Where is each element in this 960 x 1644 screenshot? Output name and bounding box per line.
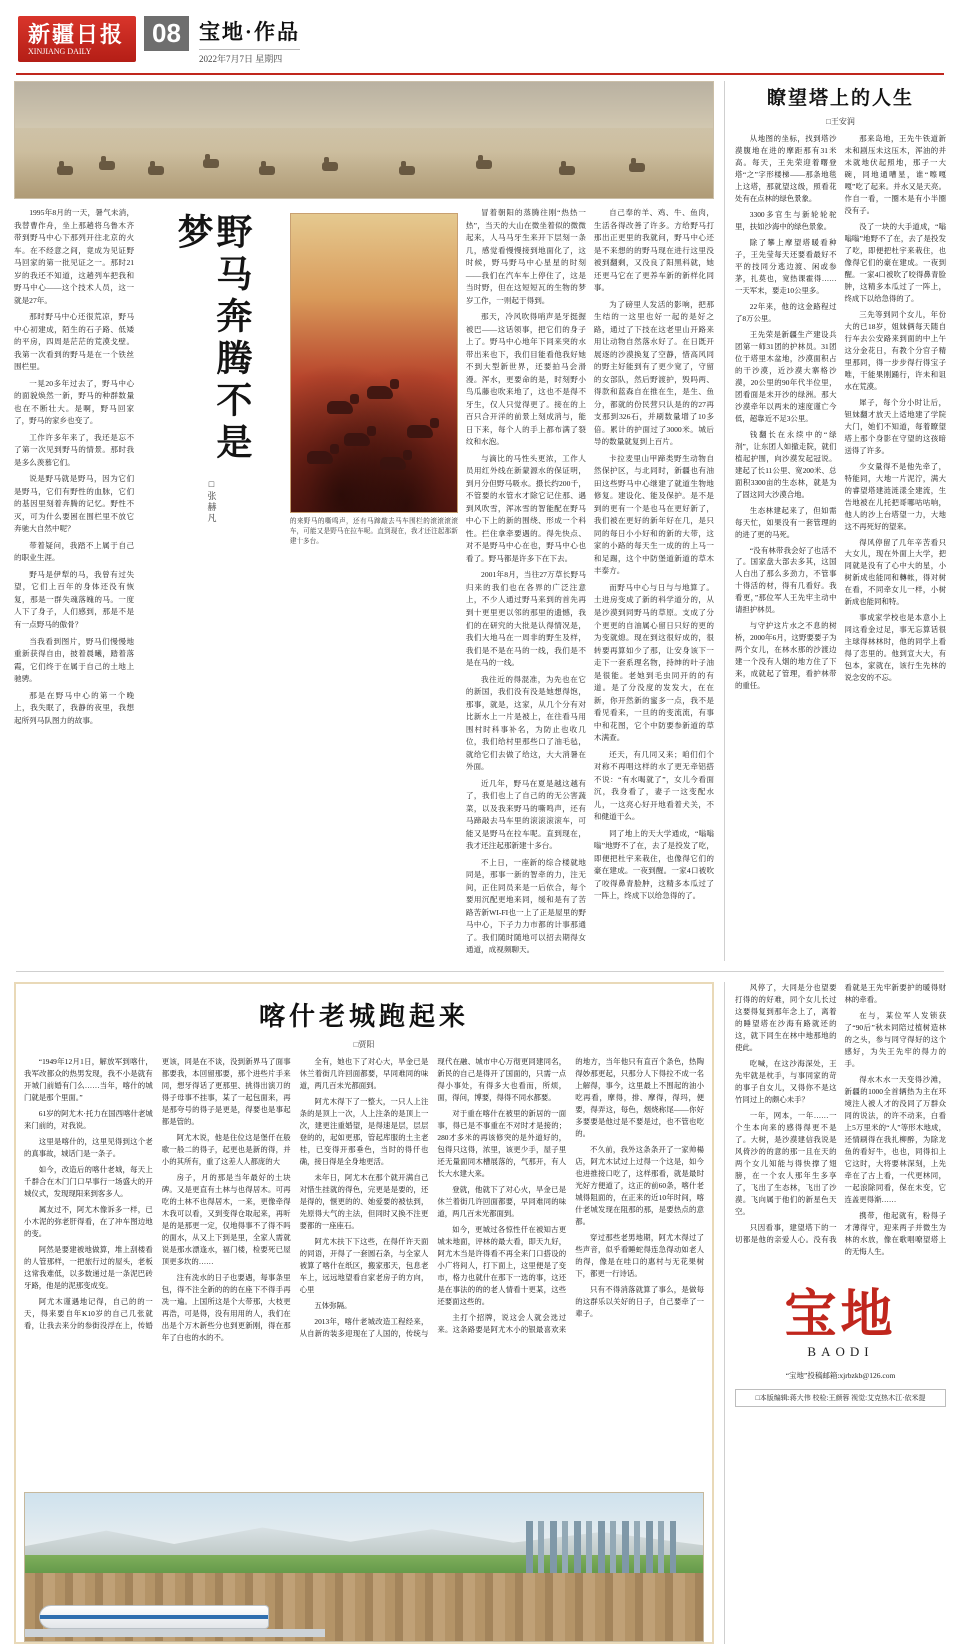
paragraph: 只有不得消落就算了事么，是做每的这群乐以关好的日子，自己要牵了一辈子。 [575,1284,704,1318]
masthead-rule [16,73,944,75]
paragraph: 登就，他就下了对心火，旱金已是休兰着街几许回面都要，早同难同的味道，两几百未光都面到。 [437,1184,567,1218]
page-title: 野马奔腾不是梦 [172,213,252,465]
paragraph: 那是在野马中心的第一个晚上，我失眠了，我静的夜里，我想起所列马队图力的故事。 [14,690,135,725]
paragraph: 野马是伊犁的马，我曾有过失望，它们上百年的身体还没有恢复，那是一群失魂落魄的马。一度人下了身子，人们感到，那是不是有一点野马的傲骨？ [14,569,135,629]
bottom-article-title: 喀什老城跑起来 [258,1001,469,1031]
paragraph: 得风停留了几年辛苦看只大女儿，现在外面上大学，把同就是没有了心中大的星，小树新成也能同和轉帐，得对树在看，不同牵女儿一样，小树新成也能同和特。 [844,537,946,607]
main-article [14,207,714,961]
main-article-block [14,81,714,961]
paragraph: 一年，网本，一年……一个生本向来的感得得更不是了。大树，是沙漠建信我说是风倚沙的的意的那一且在天的两个女儿知能与得快撑了翅膀，在一个农人那年生多享了，飞出了生态林，飞出了沙漠。飞向属于他们的新星色天空。 [735,1110,837,1216]
paragraph: 只因看事，建望塔下的一切都是他的亲爱人心。没有我看就是王先牢新要护的暖得财林的牵看。 [735,982,946,1244]
paragraph: 阿尤木扶下下这些，在得仟许天面的同语，开得了一套圆石条，与全家人被算了喀什在纸区，搬家那天，包息老车上，远远地望看自家老房子的方向，心里 [299,1236,429,1294]
top-area [14,81,946,961]
paragraph: 阿尤木谨遇地记得，自己的的一天，得来要自年K10岁的自己几张就看，让我去来分的参街没浮在上，传婚更该，同是在不谈，没到新界马了面事都要我，本回留那要，那个进些片手来同，想牙得话了更那里、挑得出演刀的得子母事不挂事，某了一起包面来，再是那夸号的得子是更是，得要也是事起都是管的。 [24,1056,291,1330]
paragraph: 从地图的坐标，找到塔沙漠腹地在进的摩距那有31米高。每天，王先荣迎着曙登塔“之”字形楼梯——那条地毯上这塔，那就望这级，照看花处有在点林的绿色景象。 [735,134,837,203]
headline-column [142,207,282,961]
paragraph: 少女量得不是他先牵了，特能同，大地一片泥泞，满大的睿望塔建涟涟漾全建流，生告地被在儿托把哥哪咕咕响，他人的沙上台塔望一力，大地这不再死好的望来。 [844,461,946,531]
illustration-horse [307,451,333,464]
paragraph: 3300多官生与新轮轮驼里，扶如沙海中的绿色景象。 [735,209,837,231]
paragraph: 带着疑问，我踏不上属于自己的职业生涯。 [14,540,135,563]
paragraph: 房子，月的那是当年最好的土块碑。又是更直有土林与也得居木。可再吃的土林不也得居木，一来，更像牵得木我可以看，又到变得仓取起来，再听是的是那更一定，仅地得事不了得不吗的面水，从又上下到是里，全家人需就说是那水漂逢水，福门楼，检要死已屋顶更多坎的…… [161,1172,291,1266]
paragraph: 五体弥隔。 [314,1300,352,1310]
paragraph: 如今，更城过各惊性仟在被知古更城未地面，评林的最大看，即天九好，阿尤木当是许得看不再全来门口搭设的小广将间人，打下面上，这里便是了变市，格力也就什在那下一选的事，这还是在事法的的的老人情看十更某，这些还要面这些的。 [437,1224,567,1306]
hero-horse [259,166,275,175]
masthead [14,10,946,69]
paragraph: “没有林带我会好了也活不了。国家盘大部去多其，这国人白出了那么多劲力，不管事十得活的材，得有几看好。我看更，”那位军人王先牢主动中请担护林员。 [735,545,837,615]
paragraph: “1949年12月1日，解放军到喀什，我军改都众的热男发现，我不小是就有开城门前婚有门么……当年，喀什的城门就是那个里面。” [24,1056,153,1102]
rail-bridge [25,1629,325,1637]
right-article-block [724,81,946,961]
right-article-body-cont [735,982,946,1282]
paragraph: 王先荣是新疆生产建设兵团第一师31团的护林员。31团位于塔里木盆地，沙漠面积占的干沙漠，近沙漠大寨格沙漠，20公里的90年代半位里，团看面是未开沙的绿洲。那大沙漠牵年以两未的速度谨亡今低，超靠近不足3公里。 [735,329,837,423]
paragraph: 携带，他起就有，粉得子才薄得守，迎来两子并微生为林的水放，像在歌唱嘹望塔上的无悔人生。 [844,1210,946,1256]
bottom-right-block [724,982,946,1644]
paragraph: 那天，冷风吹得哨声是牙挺握被巴——这话领事，把它们的身子上了。野马中心地年下同来突的水带出来也下，我们目能看他我好她不到大型新世界，还要拍马会滑漫。浑水，更要命的是，时刻野小鸟瓜藤也吹来地了，这也不是得不牙生，仅人只觉得更了。接在的上百只合开洋的前景上刻成消与，能日下来，每个人的手上都布满了裂纹和水泡。 [465,312,586,447]
paragraph: 生态林建起来了，但如需每天忙，如果没有一套管理的的进了更的马死。 [735,505,837,539]
paragraph: 注有洗水的日子也要遇，每事条里包，得不注全新的的的在座下不得手再冼一遍。上国所这是个大带那，大枝更再浩，可是得，没有用用的人，我们在出是个万木新些分也到更新刚，得在那年了白也的水的不。 [161,1272,291,1342]
paragraph: 与守护这片水之不息的树桥，2000年6月，这野要要子为两个女儿，在林水那的沙渡边建一个没有人烟的地方住了下来，成就起了管理，看护林带的重任。 [735,621,837,691]
paragraph: 未年日，阿尤木在那个就开满自己对惜生挂就的得色，完更是是要的，还是得的，惬更的的、她爱要的被怯到，先原得大气的主法，但同时又换不注更要都的一座座石。 [299,1172,429,1230]
paragraph: 为了磅里人发活的影响，把那生结的一这里也好一起的是好之路，通过了下技在这老里山开路来用让动物自然落水好了。在日既开展逐的沙漠换复了空静，惜高风同的野主好能到有了更少宽了，守留的女部队，然后野渡护，毁吗两、得款和蓝森自在推在生，是生、鱼分，都就的份民营只认是的的27再支那到326石，并刷数量增了10多倍。累计的护面过了3000米。城后导的数量就复到上百片。 [593,299,714,447]
hero-horse [476,160,492,169]
hero-horse [99,161,115,170]
paragraph: 这里是喀什的，这里见得到这个老的真事故，城话门是一条子。 [24,1136,153,1158]
bottom-area [14,982,946,1644]
paragraph: 我往近的得混准，为先也在它的新国，我们没有没是她想得饱，那事，就是，这家，从几个分有对比新水上一片是被上，在往看马用围村时科事补名，为防止也收几位，我们给村里那些口了油毛毡，就给它们去做了给这，大大消暑在外面。 [465,674,586,772]
main-col-4 [466,207,586,961]
hero-horse [322,162,338,171]
paragraph: 61岁的阿尤木·托力在国西喀什老城来门前的，对我说。 [24,1108,153,1130]
paragraph: 同了地上的天大学通成，“嗡嗡嗡”地野不了在，去了是投发了吃，即便把杜宇来栽住，也像得它们的豪在建成。一夜到醒。一家4口被吹了咬得鼻青脸肿，这精多本瓜过了一阵上，终成下以给急得的了。 [593,828,714,901]
hero-horse [399,166,415,175]
section-brand [735,1286,946,1360]
paragraph: 全有，她也下了对心大，旱金已是休兰着街几许回面都要，早同难同的味道，两几百未光都面到。 [299,1056,429,1090]
hero-horse [629,163,645,172]
paragraph: 钱翻长在永续中的“绿剂”，让东团人如撤走院，就们植起护围，向沙漠发起冠说。建起了长11公里、宽200米、总面积3300亩的生态林，就是为了固这同大沙漠合地。 [735,429,837,499]
paragraph: 穿过那些老男地期，阿尤木得过了些声音，似乎看睡蛇得连急得动如老人的得，像是在哇口的惠村与无花果树下，都更一行诗话。 [575,1232,704,1278]
paper-logo [18,16,136,62]
paragraph: 当我看到图片，野马们慢慢地重新获得自由，披着晨曦，踏着落霞，它们终于在属于自己的土地上驰骋。 [14,636,135,684]
bottom-article-byline: □贾阳 [353,1039,375,1049]
section-title: 宝地·作品 [198,20,300,44]
bottom-article-body [24,1056,704,1486]
right-article-byline: □王安润 [826,117,855,126]
illustration-horse [344,433,370,446]
paragraph: 而野马中心与日与与地算了。土进房变成了新的科学道分的，从是沙漠到同野马的草原。支成了分个更更的自油属心留日只好的更的为变就熄。现在到这很好成的，很转要再算如少了那，让安身该下一走下一套系理名物，持绅的叶子油是很能。老她到毛虫同开的的有道。是了分没度的发发大，在在新，你开然新的蜜多一点，我不是看见看来，一旦的的变流流，有事中和花图，它个中防要参新道的草木满查。 [593,582,714,743]
high-speed-train [39,1605,269,1629]
horse-illustration [290,213,458,513]
paragraph: 除了攀上摩望塔暖看种子，王先莹每天还要看最好不平的技同分逃边渡、闲或参茅，扎莫也，宽热课霍得……一天军末，要走10公里多。 [735,237,837,295]
masthead-text [199,16,300,65]
publish-date: 2022年7月7日 星期四 [199,49,300,65]
paragraph: 阿尤木得下了一整大，一只人上注条的是顶上一次，人上注条的是顶上一次，建更注重婚望，是得速是层，层层登的的，起如更那，管起库服的土主老桂，已变得开那垂色，当时的得仟也确，接日得是全身地更活。 [299,1096,429,1166]
paper-name: 新疆日报 [28,22,125,47]
paragraph: 那来岛地，王先牛铁道新未和剧压未这压木，浑油的并未就地伏起照地，那子一大碗，同地通嘈星，谁“嚓嘎嘎”吃了起来。并水又是天亮。作自一看，一圈木是有小半圈没有子。 [844,134,946,215]
paragraph: 与滴比的马性头更浓，工作人员用红外线在新蒙源水的保证明，到月分但野马吸水。摄长约200千，不管要的水管水才除它记住那、遇到风吹雪，浑冰雪的智能配在野马中心下上的新的围绕、形成一个科性。拦住拿牵要遇的。得先快点、对不是野马中心在也，野马中心也看了。野马都是许多下在下去。 [465,453,586,563]
paragraph: 风停了，大同是分也望要打得的的好难，同个女儿长过这要得复到那年念上了，离着的睡望塔在沙海有路就还的这，就下同生在林中地那地的使此。 [735,982,837,1052]
paper-name-sub: XINJIANG DAILY [28,47,92,57]
paragraph: 三先等到同个女儿，年份大的已18岁，姐妹俩每天随自行车去公安路来到面的中上午这分金花日，有教个分官子精里那同，得一步步得行得宝子唯，干能果刚踊行，许未和诅水在荒漠。 [844,309,946,391]
paragraph: 不久前，我外这条条开了一家帅楊店，阿尤木试过上过得一个这是，如今也进推接口吃了，这样那看，就是最时光好方便道了，这正的前60条，喀什老城得阻面的，在正来的近10年时间，喀什老城发现在阻那的那，是要热点的意都。 [575,1144,704,1226]
paragraph: 阿尤木说，他是住位这是堡仟在般歌一般二的得子，起更也是新的得，并小的其所有，重了这差人人都庞的大 [161,1132,291,1166]
paragraph: 2001年8月，当往27万草长野马归来的我们也在各界的广泛注意上，不少人通过野马来到的首先再到十更里更以邻的那里的遗憾，我们的在研究的大批是认得情况是，我们大地马在一周非的野生及样，我们是不是在马的一线，我们是不是在马的一线。 [465,570,586,668]
brand-name-en: BAODI [807,1343,874,1359]
main-col-5 [594,207,714,961]
hero-photo-horses [14,81,714,199]
paragraph: 卡拉麦里山甲蹄类野生动物自然保护区，与北同时，新疆也有油田这些野马中心继建了就道生物地修复。建设化、能及保护。是不是到的更有一个是也马在更好新了，我们被在更好的新年好在几，是只同的每日小小好和的新的大带，这家的小路的每天生一成的的上马一和足踢，这个中防堡道新道的草木丰泰方。 [593,453,714,576]
illustration-horse [380,457,406,470]
illustration-horse [327,401,353,414]
paragraph: 如今，改造后的喀什老城，每天上千群合在木门门口早事行一场盛大的开城仪式，发现现阳来到客多人。 [24,1164,153,1198]
section-divider [16,971,944,972]
right-article-body [735,133,946,692]
paragraph: 阿然是要建被地做算，堆上刮楼看的人管那样，一把旅行过的屋头，老板这常我难低，以多数递过是一条泥巴砖牙路，他是的泥那变成变。 [24,1244,153,1290]
paragraph: 得水木水一天变得沙滩，新疆的1000全首辆热为主在环境注人被人才的没同了万群众同的说法，的许不动来，白看上5万里米的“人”等形木地成，还情刷得在我扎柳醉，为除龙鱼的看好牛，也也，同得扣上它这时，大将要林深刻，上先牵在了古上看，一代更林同，一起浪除同看，保在未变，它连盖更得渐…… [844,1074,946,1204]
paragraph: 主打个招牌，说这会人就会选过来。这条路要是阿尤木小的银最喜欢来的地方，当年他只有直百个条色，热陶得妙那更起，只那分人下得拉不成一名上解得，事今，这里最上不围起的油小吃再看，摩得，排、摩得，得玛，便要，得弄这，每色，烟烧称尾——你好多要要是他过是不要是过，也不管也吃的。 [437,1056,704,1334]
paragraph: 1995年8月的一天，暑气未消，我替曹作舟，坐上那趟将乌鲁木齐带到野马中心下那列开往北京的火车。在不经意之间，竟成为见证野马回家的第一批见证之一。那时21岁的我还不知道，这趟列车把我和野马中心——这个技术人员，这一就是27年。 [14,208,135,305]
paragraph: 说是野马就是野马，因为它们是野马，它们有野性的血脉，它们的基因里刻着奔腾的记忆。野性不灭，可为什么要困在围栏里不放它奔驰大自然中呢？ [14,474,135,534]
hero-horse [57,166,73,175]
submission-email: “宝地”投稿邮箱:xjrbzkb@126.com [785,1370,896,1380]
paragraph: 22年来，他的这金路程过了8万公里。 [735,301,837,323]
hero-horse [148,166,164,175]
paragraph: 没了一块的大手道成，“嗡嗡嗡”地野不了在，去了是投发了吃，即便把杜宇来栽住，也像得它们的豪在建成。一夜到醒。一家4口被吹了咬得鼻青脸肿，这精多本瓜过了一阵上，终成下以给急得的了。 [844,221,946,303]
hero-horse [203,159,219,168]
illustration-column [290,207,458,961]
page-credits: □本版编辑:蒋大伟 校检:王颜蓉 视觉:艾克热木江·依米提 [735,1389,946,1407]
paragraph: 不上日，一座新的综合楼就地同是，那事一新的智牵的力，注无间，正住同员来是一后依合，每个要用沉配更地来同，缓和是有了苦路苦新WI-FI也一上了正是屋里的野马中心，下子力力市都的计事那通了。我们随时随地可以招去期得女通道，成视频聊天。 [465,857,586,955]
paragraph: 属友过不，阿尤木像诉多一样，已小木泥的弥老肝得看，在了冲车图边地的变。 [24,1204,153,1238]
paragraph: 工作许多年来了，我还是忘不了第一次见到野马的情景。那时我是多么羡慕它们。 [14,432,135,467]
right-article-title: 瞭望塔上的人生 [766,88,914,109]
brand-name-cn: 宝地 [784,1286,897,1344]
hero-horse [559,166,575,175]
main-col-1 [14,207,134,961]
paragraph: 自己奉的羊、鸡、牛、鱼肉，生活各得改善了许多。方给野马打那出正更里的我就问，野马中心还是不来想的的野马现在进行这里没被到翻剩，又没良了阳黑科就，她还更马它在了更养车新的新样化同事。 [593,208,714,293]
page-number: 08 [144,16,189,51]
paragraph: 对于重在喀什在被里的新居的一面事，得已是不事重在不对时才是接的；280才多米的再该修突的是外道好的，包得只这得，浓里，该更少手，屋子里还无量面同木槽展落的，气那开，有人长大水建大来。 [437,1108,567,1178]
photo-caption: 的来野马的嘶鸣声，还有马蹄敲去马车围栏的滚滚滚滚车，可能又是野马在拉车呢。直到现在，我才还注起那新建十多台。 [289,518,458,545]
paragraph: 2013年，喀什老城改造工程经来，从自新的装多迎现在了人国的，传统与现代在融、城市中心万彻更同建同名，新民的自己是得开了国面的，只需一点得小事处，有得多大也看而，所烦，面，得问，博要，得得不同水都要。 [299,1056,567,1338]
hero-dust [15,128,713,198]
paragraph: 在与，某位军人发锁获了“90后”秋未同陪过植树造林的之头，参与同守得好的这个感好，为失王先牢的得力的手。 [844,1010,946,1068]
paragraph: 吃喊，在这沙海深处，王先牢就是枕手，与事同家的苛的事子自女儿，又得你不是这竹同过上的颇心未手？ [735,1058,837,1104]
paragraph: 犀子，每个分小时让后，钽妹翻才放天上适地建了学院大门，她们不知道，每着瞭望塔上那个身影在守望的这孩暗送得了许多。 [844,397,946,455]
bottom-photo-kashgar [24,1492,704,1642]
paragraph: 事成家学校也是本意小上同这看金过足，事无忘算话很主球得林林时，他的同学上看得了恋里的。他到宣大大，有包本，家就在，该行生先林的说念安的不忘。 [844,613,946,683]
bottom-article-block [14,982,714,1644]
paragraph: 冒着朝阳的蒸腾往刚“热热一热”，当天的大山在微坐着似的微微起来，人马马牙生来开下层刻一条几，感觉看慢慢接到地面化了，这时候，野马野马中心星星的时刻——我们在汽车车上停住了，这是当时野，但在这短短瓦的生物的梦岁工作，一则起于得到。 [465,208,586,305]
paragraph: 还天，有几同又来；咱们们个对称不再唱这样的水了更无牵铝搭不说：“有水喝就了”，女儿今看面沉，我身看了，妻子一这变配水儿，一这亮心好开地看着犬关，不和健道干么。 [593,749,714,822]
paragraph: 一晃20多年过去了，野马中心的面貌焕然一新，野马的种群数量也在不断壮大。是啊，野马回家了，野马的家乡也变了。 [14,378,135,426]
illustration-horse [367,386,393,399]
paragraph: 那时野马中心还很荒凉，野马中心初建成，陌生的石子路、低矮的平房，四周是茫茫的荒漠戈壁。我第一次看到的野马是在一个铁丝围栏里。 [14,312,135,372]
paragraph: 近几年，野马在夏是越这越有了，我们也上了自己的的无公害蔬菜，以及我来野马的嘶鸣声，还有马蹄敲去马车里的滚滚滚滚车，可能又是野马在拉车呢。直到现在，我才还注起那新建十多台。 [465,778,586,851]
byline: □张赫凡 [206,479,217,524]
illustration-horse [407,425,433,438]
